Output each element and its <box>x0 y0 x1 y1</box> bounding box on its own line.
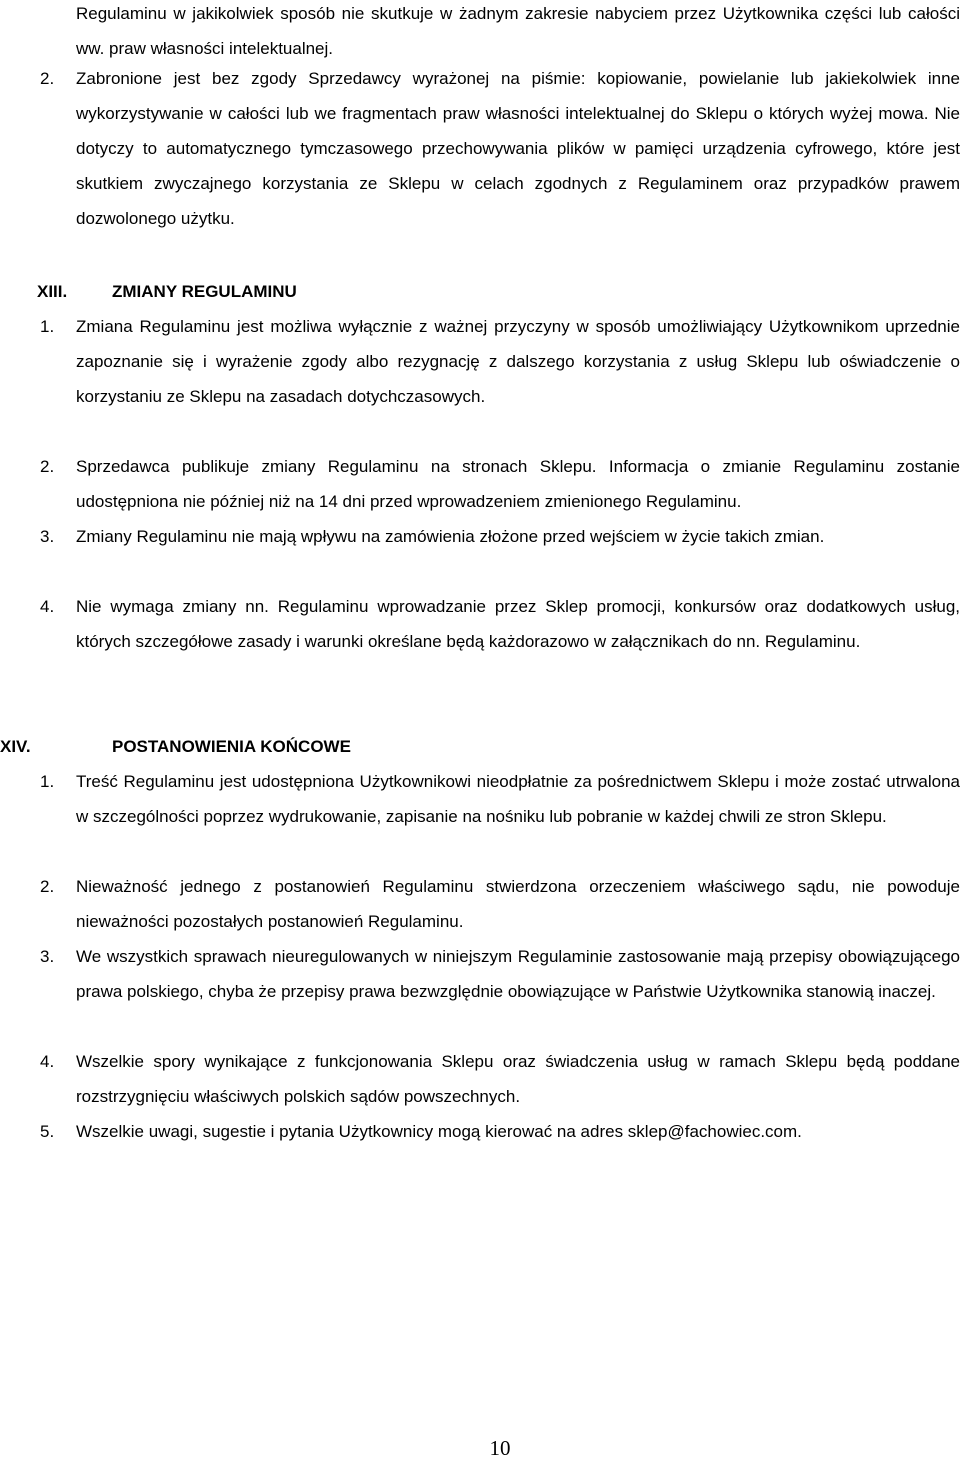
item-text: Wszelkie uwagi, sugestie i pytania Użytkownicy mogą kierować na adres sklep@fachowiec.com. <box>76 1122 802 1141</box>
page-number: 10 <box>489 1436 511 1460</box>
item-number: 5. <box>40 1122 55 1141</box>
item-text: Zabronione jest bez zgody Sprzedawcy wyrażonej na piśmie: kopiowanie, powielanie lub jakiekolwiek inne wykorzystywanie w całości lub we fragmentach praw własności intelektualnej do Sklepu o których wyżej mowa. Nie dotyczy to automatycznego tymczasowego przechowywania plików w pamięci urządzenia cyfrowego, które jest skutkiem zwyczajnego korzystania ze Sklepu w celach zgodnych z Regulaminem oraz przypadków prawem dozwolonego użytku. <box>76 69 960 228</box>
section-numeral: XIV. <box>0 737 31 756</box>
item-number: 4. <box>40 1052 55 1071</box>
section-numeral: XIII. <box>37 282 68 301</box>
item-number: 2. <box>40 457 55 476</box>
item-number: 4. <box>40 597 55 616</box>
section-title: POSTANOWIENIA KOŃCOWE <box>112 737 351 756</box>
item-text: Nieważność jednego z postanowień Regulaminu stwierdzona orzeczeniem właściwego sądu, nie powoduje nieważności pozostałych postanowień Regulaminu. <box>76 877 960 931</box>
item-number: 3. <box>40 947 55 966</box>
item-number: 2. <box>40 877 55 896</box>
item-text: Treść Regulaminu jest udostępniona Użytkownikowi nieodpłatnie za pośrednictwem Sklepu i może zostać utrwalona w szczególności poprzez wydrukowanie, zapisanie na nośniku lub pobranie w każdej chwili ze stron Sklepu. <box>76 772 960 826</box>
item-text: Nie wymaga zmiany nn. Regulaminu wprowadzanie przez Sklep promocji, konkursów oraz dodatkowych usług, których szczegółowe zasady i warunki określane będą każdorazowo w załącznikach do nn. Regulaminu. <box>76 597 960 651</box>
item-text: Zmiany Regulaminu nie mają wpływu na zamówienia złożone przed wejściem w życie takich zmian. <box>76 527 825 546</box>
item-number: 1. <box>40 317 55 336</box>
item-text: Wszelkie spory wynikające z funkcjonowania Sklepu oraz świadczenia usług w ramach Sklepu będą poddane rozstrzygnięciu właściwych polskich sądów powszechnych. <box>76 1052 960 1106</box>
item-number: 1. <box>40 772 55 791</box>
item-text: Sprzedawca publikuje zmiany Regulaminu na stronach Sklepu. Informacja o zmianie Regulaminu zostanie udostępniona nie później niż na 14 dni przed wprowadzeniem zmienionego Regulaminu. <box>76 457 960 511</box>
section-title: ZMIANY REGULAMINU <box>112 282 297 301</box>
item-text: Zmiana Regulaminu jest możliwa wyłącznie z ważnej przyczyny w sposób umożliwiający Użytkownikom uprzednie zapoznanie się i wyrażenie zgody albo rezygnację z dalszego korzystania z usług Sklepu lub oświadczenie o korzystaniu ze Sklepu na zasadach dotychczasowych. <box>76 317 960 406</box>
continuation-paragraph: Regulaminu w jakikolwiek sposób nie skutkuje w żadnym zakresie nabyciem przez Użytkownika części lub całości ww. praw własności intelektualnej. <box>76 4 960 58</box>
item-text: We wszystkich sprawach nieuregulowanych w niniejszym Regulaminie zastosowanie mają przepisy obowiązującego prawa polskiego, chyba że przepisy prawa bezwzględnie obowiązujące w Państwie Użytkownika stanowią inaczej. <box>76 947 960 1001</box>
item-number: 3. <box>40 527 55 546</box>
item-number: 2. <box>40 69 55 88</box>
